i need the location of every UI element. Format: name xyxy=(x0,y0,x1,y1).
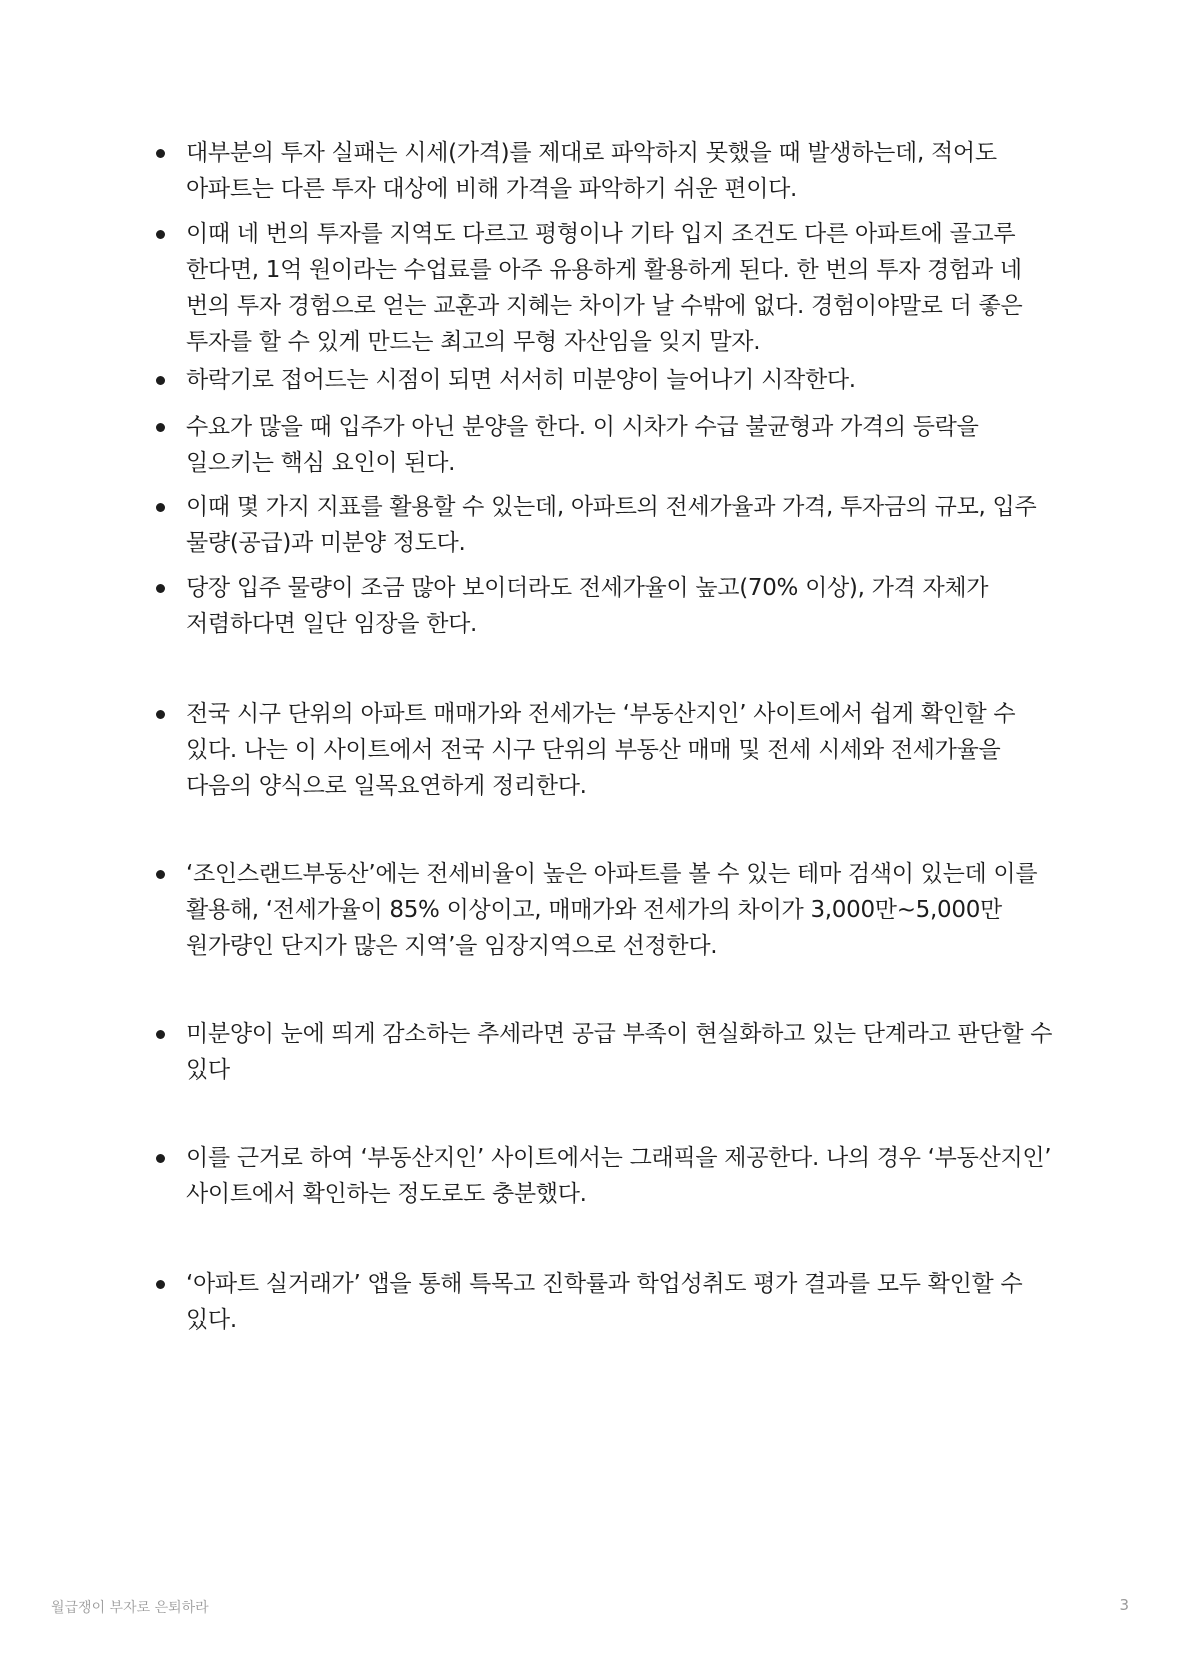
list-item-text: 대부분의 투자 실패는 시세(가격)를 제대로 파악하지 못했을 때 발생하는데, 적어도 아파트는 다른 투자 대상에 비해 가격을 파악하기 쉬운 편이다. xyxy=(186,140,997,202)
list-item xyxy=(156,856,1056,964)
list-item-text: 미분양이 눈에 띄게 감소하는 추세라면 공급 부족이 현실화하고 있는 단계라고 판단할 수 있다 xyxy=(186,1021,1053,1083)
bullet-icon xyxy=(156,1154,165,1163)
list-item-text: 수요가 많을 때 입주가 아닌 분양을 한다. 이 시차가 수급 불균형과 가격의 등락을 일으키는 핵심 요인이 된다. xyxy=(186,414,979,476)
list-item xyxy=(156,696,1056,804)
list-item xyxy=(156,135,1056,207)
bullet-icon xyxy=(156,230,165,239)
list-item-text: 이를 근거로 하여 ‘부동산지인’ 사이트에서는 그래픽을 제공한다. 나의 경우 ‘부동산지인’ 사이트에서 확인하는 정도로도 충분했다. xyxy=(186,1145,1052,1207)
list-item xyxy=(156,489,1056,561)
list-item-text: 당장 입주 물량이 조금 많아 보이더라도 전세가율이 높고(70% 이상), 가격 자체가 저렴하다면 일단 임장을 한다. xyxy=(186,575,989,637)
bullet-icon xyxy=(156,1280,165,1289)
page-number: 3 xyxy=(1119,1596,1129,1614)
bullet-icon xyxy=(156,503,165,512)
bullet-icon xyxy=(156,423,165,432)
list-item-text: ‘아파트 실거래가’ 앱을 통해 특목고 진학률과 학업성취도 평가 결과를 모두 확인할 수 있다. xyxy=(186,1271,1023,1333)
bullet-icon xyxy=(156,710,165,719)
bullet-icon xyxy=(156,376,165,385)
bullet-icon xyxy=(156,870,165,879)
list-item xyxy=(156,570,1056,642)
list-item-text: 전국 시구 단위의 아파트 매매가와 전세가는 ‘부동산지인’ 사이트에서 쉽게 확인할 수 있다. 나는 이 사이트에서 전국 시구 단위의 부동산 매매 및 전세 시세와 전세가율을 다음의 양식으로 일목요연하게 정리한다. xyxy=(186,701,1016,799)
list-item xyxy=(156,409,1056,481)
bullet-icon xyxy=(156,1030,165,1039)
footer-book-title: 월급쟁이 부자로 은퇴하라 xyxy=(51,1600,209,1616)
list-item xyxy=(156,216,1056,360)
list-item xyxy=(156,1016,1056,1088)
list-item xyxy=(156,1266,1056,1338)
list-item xyxy=(156,1140,1056,1212)
list-item-text: 이때 네 번의 투자를 지역도 다르고 평형이나 기타 입지 조건도 다른 아파트에 골고루 한다면, 1억 원이라는 수업료를 아주 유용하게 활용하게 된다. 한 번의 투자 경험과 네 번의 투자 경험으로 얻는 교훈과 지혜는 차이가 날 수밖에 없다. 경험이야말로 더 좋은 투자를 할 수 있게 만드는 최고의 무형 자산임을 잊지 말자. xyxy=(186,221,1023,355)
bullet-icon xyxy=(156,584,165,593)
list-item xyxy=(156,362,1056,398)
bullet-icon xyxy=(156,149,165,158)
list-item-text: 이때 몇 가지 지표를 활용할 수 있는데, 아파트의 전세가율과 가격, 투자금의 규모, 입주 물량(공급)과 미분양 정도다. xyxy=(186,494,1037,556)
list-item-text: 하락기로 접어드는 시점이 되면 서서히 미분양이 늘어나기 시작한다. xyxy=(186,367,856,393)
list-item-text: ‘조인스랜드부동산’에는 전세비율이 높은 아파트를 볼 수 있는 테마 검색이 있는데 이를 활용해, ‘전세가율이 85% 이상이고, 매매가와 전세가의 차이가 3,000만~5,000만 원가량인 단지가 많은 지역’을 임장지역으로 선정한다. xyxy=(186,861,1038,959)
